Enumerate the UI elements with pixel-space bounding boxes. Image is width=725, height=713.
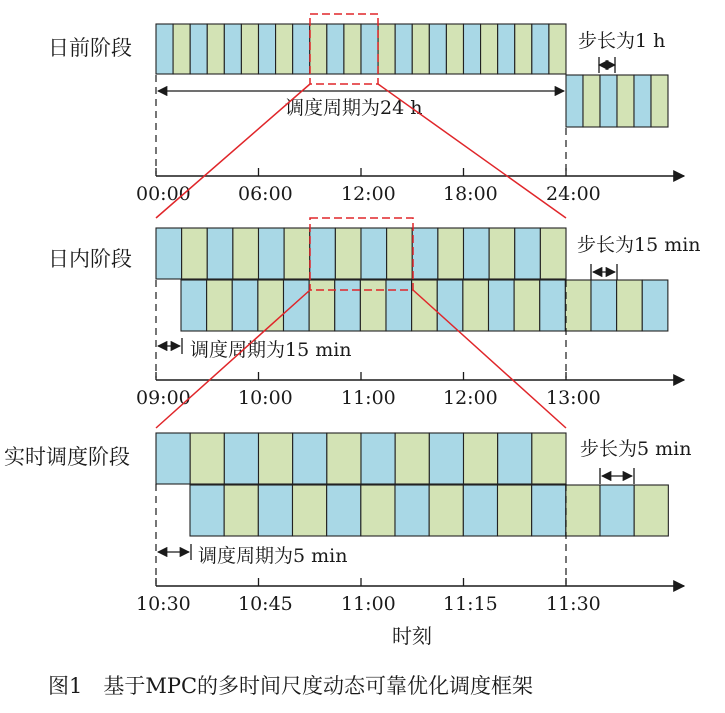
- schedule-block: [284, 280, 310, 331]
- schedule-block: [412, 24, 429, 74]
- schedule-block: [498, 433, 532, 484]
- axis-tick-label: 11:30: [546, 593, 601, 615]
- schedule-block: [412, 280, 438, 331]
- step-label-day-ahead: 步长为1 h: [578, 30, 666, 52]
- schedule-block: [395, 24, 412, 74]
- schedule-block: [232, 280, 258, 331]
- schedule-block: [386, 280, 412, 331]
- schedule-block: [293, 433, 327, 484]
- schedule-block: [566, 485, 600, 536]
- axis-tick-label: 09:00: [136, 387, 191, 409]
- axis-tick-label: 10:30: [136, 593, 191, 615]
- schedule-block: [429, 433, 463, 484]
- schedule-block: [565, 280, 591, 331]
- schedule-block: [293, 24, 310, 74]
- schedule-block: [361, 228, 387, 279]
- schedule-block: [335, 280, 361, 331]
- schedule-block: [489, 228, 515, 279]
- schedule-block: [532, 433, 566, 484]
- schedule-block: [540, 280, 566, 331]
- schedule-block: [344, 24, 361, 74]
- schedule-block: [224, 485, 258, 536]
- schedule-block: [190, 485, 224, 536]
- schedule-block: [258, 280, 284, 331]
- schedule-block: [173, 24, 190, 74]
- schedule-block: [463, 24, 480, 74]
- schedule-block: [224, 433, 258, 484]
- schedule-block: [498, 24, 515, 74]
- schedule-block: [651, 75, 668, 127]
- schedule-block: [498, 485, 532, 536]
- schedule-block: [463, 280, 489, 331]
- schedule-block: [532, 485, 566, 536]
- schedule-block: [540, 228, 566, 279]
- axis-tick-label: 11:00: [341, 387, 396, 409]
- schedule-block: [241, 24, 258, 74]
- figure-caption: 图1 基于MPC的多时间尺度动态可靠优化调度框架: [48, 674, 534, 698]
- schedule-block: [395, 485, 429, 536]
- schedule-block: [360, 280, 386, 331]
- schedule-block: [309, 280, 335, 331]
- schedule-block: [293, 485, 327, 536]
- schedule-block: [259, 228, 285, 279]
- schedule-block: [156, 24, 173, 74]
- schedule-block: [591, 280, 617, 331]
- axis-title: 时刻: [392, 624, 432, 648]
- schedule-block: [515, 24, 532, 74]
- schedule-block: [335, 228, 361, 279]
- schedule-block: [310, 228, 336, 279]
- stage-label-intraday: 日内阶段: [48, 247, 132, 271]
- period-label-intraday: 调度周期为15 min: [190, 339, 352, 361]
- axis-tick-label: 13:00: [546, 387, 601, 409]
- schedule-block: [387, 228, 413, 279]
- schedule-block: [224, 24, 241, 74]
- schedule-block: [412, 228, 438, 279]
- axis-tick-label: 10:00: [238, 387, 293, 409]
- schedule-block: [207, 228, 233, 279]
- schedule-block: [190, 24, 207, 74]
- axis-tick-label: 12:00: [341, 183, 396, 205]
- schedule-block: [259, 24, 276, 74]
- schedule-block: [207, 280, 233, 331]
- axis-tick-label: 11:00: [341, 593, 396, 615]
- axis-tick-label: 00:00: [136, 183, 191, 205]
- schedule-block: [361, 433, 395, 484]
- schedule-block: [284, 228, 310, 279]
- schedule-block: [549, 24, 566, 74]
- axis-tick-label: 06:00: [238, 183, 293, 205]
- schedule-block: [463, 485, 497, 536]
- schedule-block: [514, 280, 540, 331]
- step-label-realtime: 步长为5 min: [580, 438, 692, 460]
- schedule-block: [617, 280, 643, 331]
- schedule-block: [583, 75, 600, 127]
- schedule-block: [327, 485, 361, 536]
- schedule-block: [310, 24, 327, 74]
- schedule-block: [634, 75, 651, 127]
- schedule-block: [182, 228, 208, 279]
- schedule-block: [634, 485, 668, 536]
- stage-label-day-ahead: 日前阶段: [48, 36, 132, 60]
- schedule-block: [395, 433, 429, 484]
- schedule-block: [361, 485, 395, 536]
- schedule-block: [600, 485, 634, 536]
- axis-tick-label: 24:00: [546, 183, 601, 205]
- period-label-realtime: 调度周期为5 min: [198, 545, 348, 567]
- schedule-block: [190, 433, 224, 484]
- schedule-block: [464, 433, 498, 484]
- schedule-block: [489, 280, 515, 331]
- schedule-block: [481, 24, 498, 74]
- schedule-block: [438, 228, 464, 279]
- schedule-block: [276, 24, 293, 74]
- schedule-block: [532, 24, 549, 74]
- schedule-block: [378, 24, 395, 74]
- schedule-block: [446, 24, 463, 74]
- step-label-intraday: 步长为15 min: [577, 234, 701, 256]
- schedule-block: [600, 75, 617, 127]
- schedule-block: [258, 485, 292, 536]
- schedule-block: [259, 433, 293, 484]
- schedule-block: [327, 24, 344, 74]
- schedule-block: [429, 24, 446, 74]
- schedule-block: [156, 433, 190, 484]
- schedule-block: [429, 485, 463, 536]
- period-label-day-ahead: 调度周期为24 h: [285, 97, 423, 119]
- axis-tick-label: 18:00: [443, 183, 498, 205]
- schedule-block: [515, 228, 541, 279]
- axis-tick-label: 10:45: [238, 593, 293, 615]
- schedule-block: [327, 433, 361, 484]
- schedule-block: [617, 75, 634, 127]
- schedule-block: [181, 280, 207, 331]
- schedule-block: [464, 228, 490, 279]
- schedule-block: [642, 280, 668, 331]
- schedule-block: [233, 228, 259, 279]
- schedule-block: [566, 75, 583, 127]
- stage-label-realtime: 实时调度阶段: [4, 445, 130, 469]
- schedule-block: [207, 24, 224, 74]
- schedule-block: [156, 228, 182, 279]
- schedule-block: [361, 24, 378, 74]
- axis-tick-label: 11:15: [443, 593, 498, 615]
- axis-tick-label: 12:00: [443, 387, 498, 409]
